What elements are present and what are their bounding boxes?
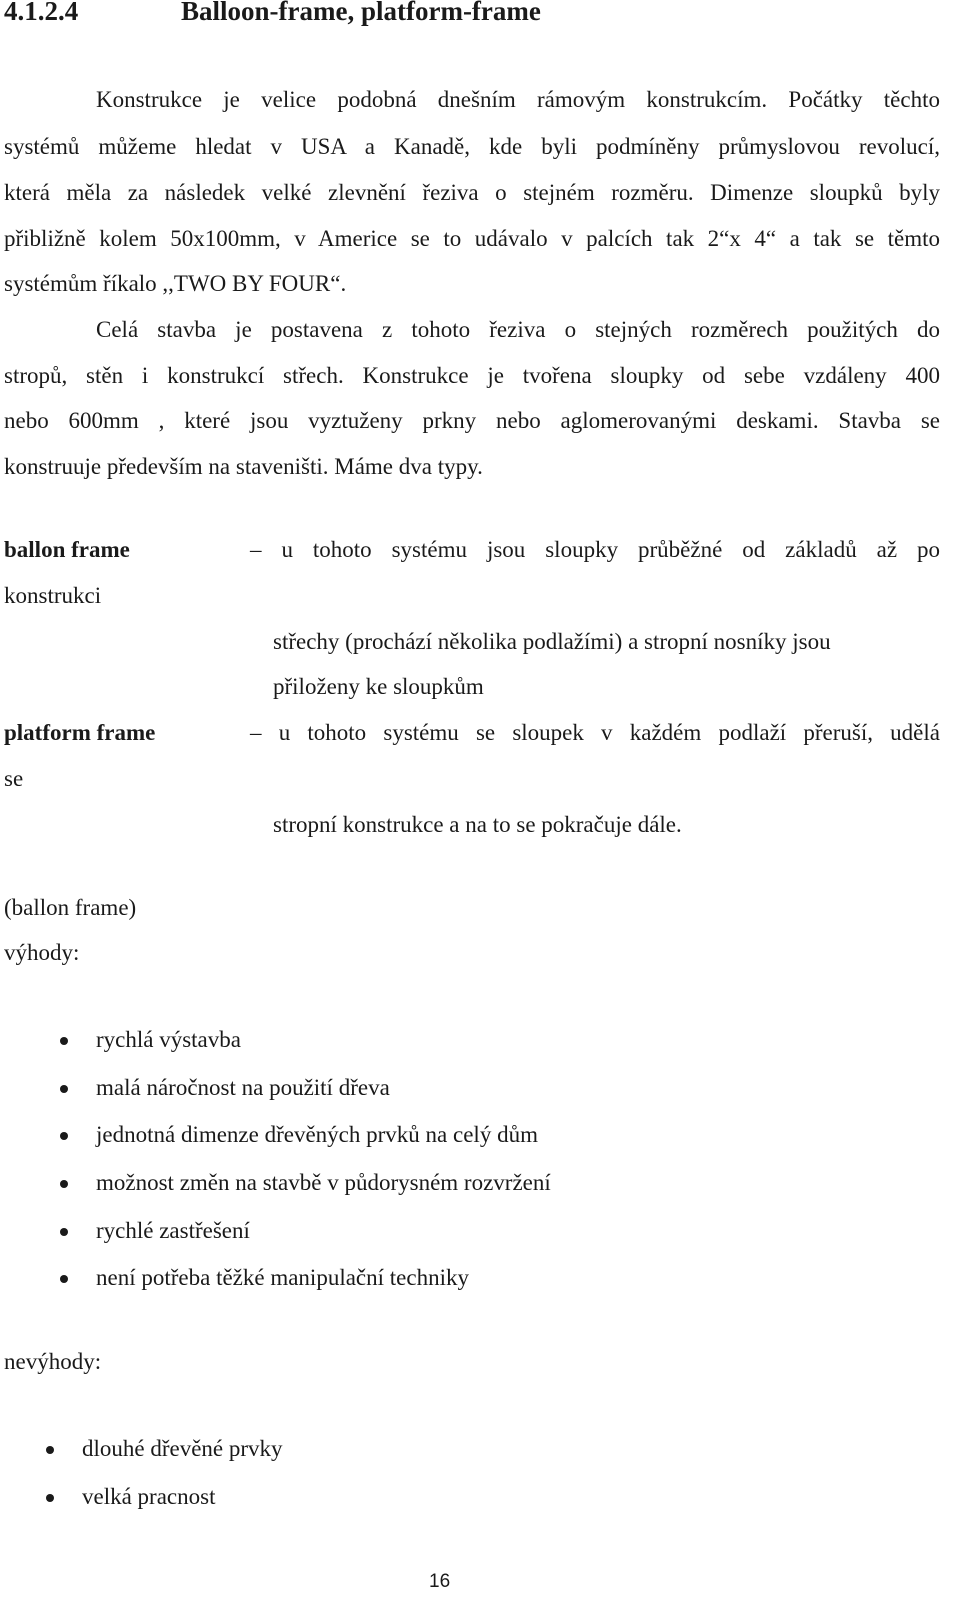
platform-frame-term: platform frame xyxy=(4,720,156,745)
list-item: jednotná dimenze dřevěných prvků na celý dům xyxy=(96,1122,538,1147)
ballon-frame-cont: konstrukci xyxy=(4,583,102,608)
advantages-label: (ballon frame) xyxy=(4,895,137,920)
para2-line: stropů, stěn i konstrukcí střech. Konstrukce je tvořena sloupky od sebe vzdáleny 400 xyxy=(4,363,940,388)
section-number: 4.1.2.4 xyxy=(4,0,79,26)
list-item: možnost změn na stavbě v půdorysném rozvržení xyxy=(96,1170,551,1195)
platform-frame-desc: stropní konstrukce a na to se pokračuje dále. xyxy=(273,812,682,837)
para2-line: nebo 600mm , které jsou vyztuženy prkny nebo aglomerovanými deskami. Stavba se xyxy=(4,408,940,433)
para1-line: systémům říkalo ,,TWO BY FOUR“. xyxy=(4,271,347,296)
ballon-frame-desc: střechy (prochází několika podlažími) a stropní nosníky jsou xyxy=(273,629,831,654)
list-item: není potřeba těžké manipulační techniky xyxy=(96,1265,469,1290)
list-item: malá náročnost na použití dřeva xyxy=(96,1075,390,1100)
para2-line: Celá stavba je postavena z tohoto řeziva o stejných rozměrech použitých do xyxy=(96,317,940,342)
bullet-icon xyxy=(46,1494,54,1502)
ballon-frame-desc: přiloženy ke sloupkům xyxy=(273,674,484,699)
bullet-icon xyxy=(60,1085,68,1093)
list-item: rychlé zastřešení xyxy=(96,1218,250,1243)
bullet-icon xyxy=(60,1180,68,1188)
ballon-frame-term: ballon frame xyxy=(4,537,130,562)
bullet-icon xyxy=(46,1446,54,1454)
list-item: rychlá výstavba xyxy=(96,1027,241,1052)
section-title: Balloon-frame, platform-frame xyxy=(181,0,541,26)
bullet-icon xyxy=(60,1037,68,1045)
advantages-label: výhody: xyxy=(4,940,80,965)
platform-frame-desc: – u tohoto systému se sloupek v každém podlaží přeruší, udělá xyxy=(250,720,940,745)
disadvantages-label: nevýhody: xyxy=(4,1349,102,1374)
ballon-frame-desc: – u tohoto systému jsou sloupky průběžné od základů až po xyxy=(250,537,940,562)
para1-line: Konstrukce je velice podobná dnešním rámovým konstrukcím. Počátky těchto xyxy=(96,87,940,112)
list-item: dlouhé dřevěné prvky xyxy=(82,1436,283,1461)
para1-line: systémů můžeme hledat v USA a Kanadě, kde byli podmíněny průmyslovou revolucí, xyxy=(4,134,940,159)
bullet-icon xyxy=(60,1132,68,1140)
para1-line: přibližně kolem 50x100mm, v Americe se to udávalo v palcích tak 2“x 4“ a tak se těmto xyxy=(4,226,940,251)
section-heading xyxy=(4,0,541,27)
para2-line: konstruuje především na staveništi. Máme dva typy. xyxy=(4,454,483,479)
para1-line: která měla za následek velké zlevnění řeziva o stejném rozměru. Dimenze sloupků byly xyxy=(4,180,940,205)
list-item: velká pracnost xyxy=(82,1484,216,1509)
bullet-icon xyxy=(60,1275,68,1283)
platform-frame-cont: se xyxy=(4,766,24,791)
bullet-icon xyxy=(60,1228,68,1236)
page-number: 16 xyxy=(429,1571,451,1592)
